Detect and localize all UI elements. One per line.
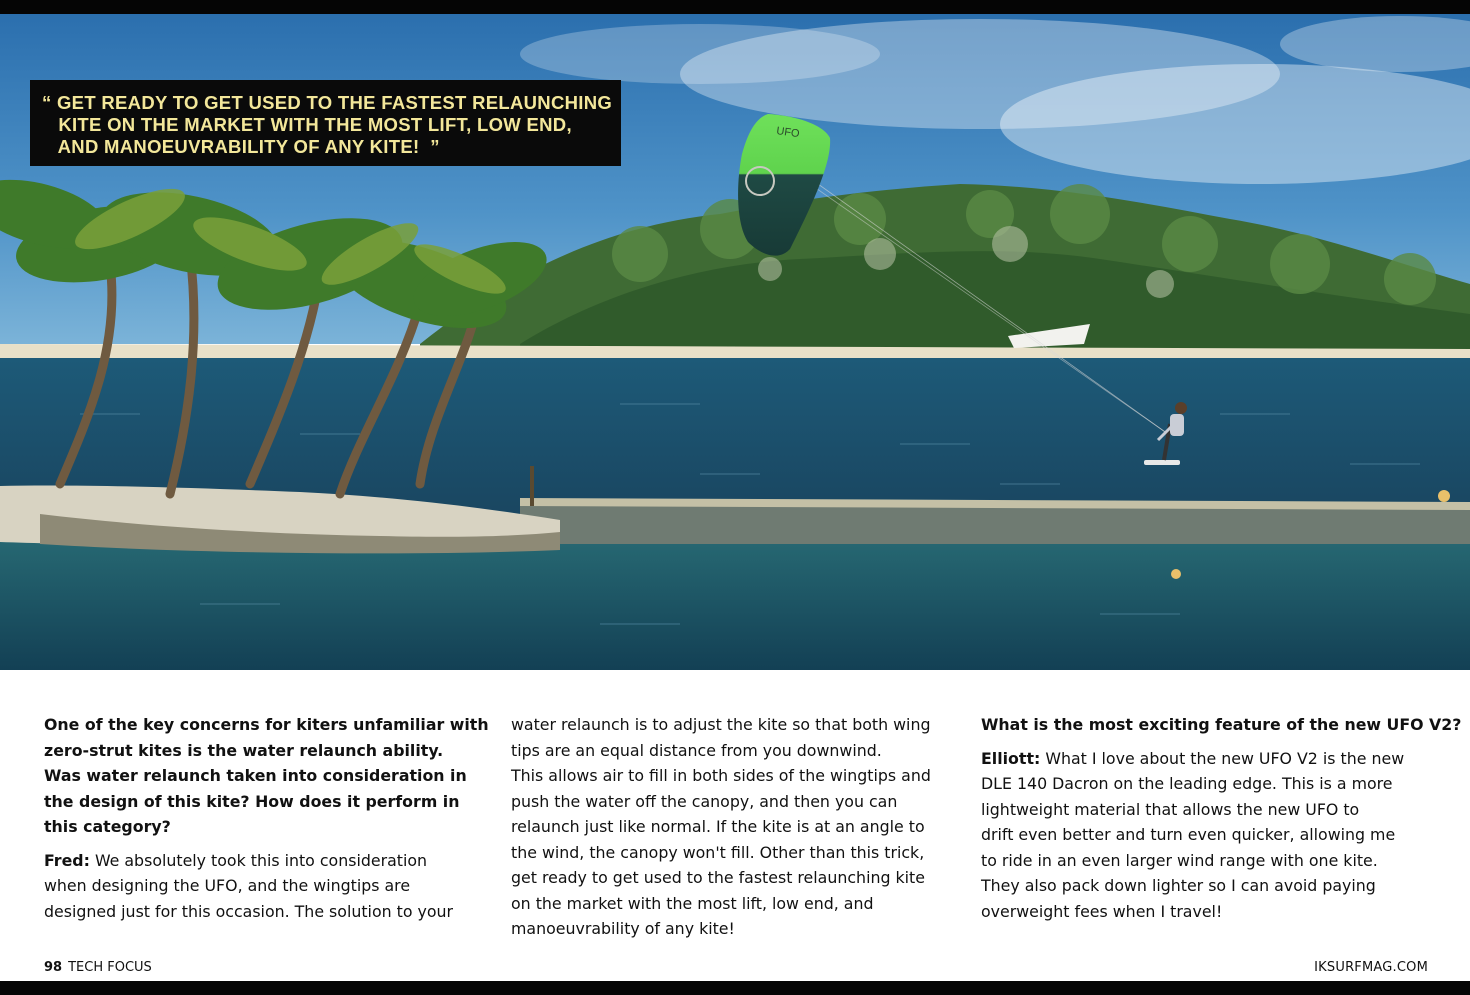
question-line: One of the key concerns for kiters unfamiliar with — [44, 715, 489, 734]
answer-line: relaunch just like normal. If the kite is at an angle to — [511, 817, 925, 836]
interview-answer-continued — [511, 712, 961, 942]
answer-line: This allows air to fill in both sides of the wingtips and — [511, 766, 931, 785]
section-name: TECH FOCUS — [68, 960, 152, 975]
interview-answer — [981, 746, 1431, 925]
answer-line: manoeuvrability of any kite! — [511, 919, 735, 938]
page-folio — [44, 960, 152, 976]
site-url[interactable]: IKSURFMAG.COM — [1314, 960, 1428, 975]
article-column-2 — [511, 712, 961, 942]
answer-line: to ride in an even larger wind range with one kite. — [981, 850, 1378, 870]
article-column-3 — [981, 712, 1462, 924]
question-line: Was water relaunch taken into consideration in — [44, 766, 467, 785]
question-line: the design of this kite? How does it perform in — [44, 791, 460, 811]
answer-line: DLE 140 Dacron on the leading edge. This is a more — [981, 774, 1393, 793]
answer-line: tips are an equal distance from you downwind. — [511, 740, 882, 760]
interview-question — [981, 712, 1462, 738]
answer-line: push the water off the canopy, and then you can — [511, 791, 898, 811]
pull-quote-line: “ GET READY TO GET USED TO THE FASTEST RELAUNCHING — [42, 92, 613, 113]
answer-line: water relaunch is to adjust the kite so that both wing — [511, 715, 931, 734]
question-line: What is the most exciting feature of the new UFO V2? — [981, 715, 1462, 734]
answer-line: drift even better and turn even quicker, allowing me — [981, 825, 1396, 844]
question-line: zero-strut kites is the water relaunch ability. — [44, 740, 444, 760]
answer-line: What I love about the new UFO V2 is the new — [1040, 748, 1405, 768]
interview-question — [44, 712, 494, 840]
pull-quote-line: AND MANOEUVRABILITY OF ANY KITE! ” — [42, 136, 440, 157]
answer-line: designed just for this occasion. The solution to your — [44, 901, 454, 921]
page-number: 98 — [44, 960, 63, 975]
answer-line: They also pack down lighter so I can avoid paying — [981, 876, 1376, 895]
interview-answer — [44, 848, 494, 925]
bottom-border-bar — [0, 981, 1470, 995]
pull-quote — [30, 80, 621, 166]
speaker-name: Elliott: — [981, 748, 1041, 768]
answer-line: lightweight material that allows the new UFO to — [981, 799, 1360, 819]
question-line: this category? — [44, 817, 171, 836]
speaker-name: Fred: — [44, 850, 90, 870]
answer-line: the wind, the canopy won't fill. Other than this trick, — [511, 842, 925, 862]
top-border-bar — [0, 0, 1470, 14]
hero-photo — [0, 14, 1470, 670]
answer-line: when designing the UFO, and the wingtips are — [44, 876, 411, 895]
answer-line: on the market with the most lift, low end, and — [511, 893, 874, 913]
answer-line: overweight fees when I travel! — [981, 901, 1223, 921]
kite-logo: UFO — [775, 125, 801, 141]
pull-quote-line: KITE ON THE MARKET WITH THE MOST LIFT, LOW END, — [42, 114, 572, 135]
article-column-1 — [44, 712, 494, 924]
answer-line: We absolutely took this into consideration — [89, 850, 428, 870]
answer-line: get ready to get used to the fastest relaunching kite — [511, 868, 925, 887]
